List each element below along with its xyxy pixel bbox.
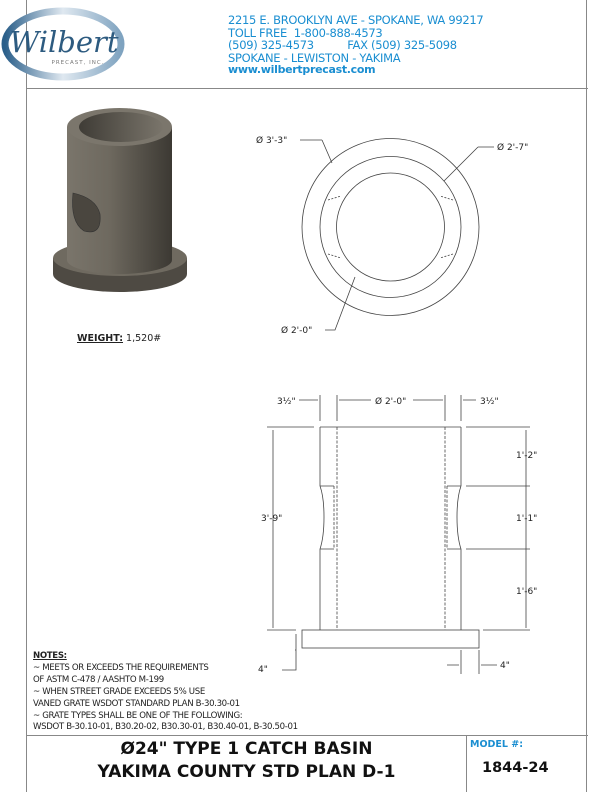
wall-thickness-left-label: 3½" [277, 397, 296, 407]
wall-thickness-right-label: 3½" [480, 397, 499, 407]
website-link[interactable]: www.wilbertprecast.com [228, 63, 376, 76]
locations: SPOKANE - LEWISTON - YAKIMA [228, 50, 401, 65]
weight-value: 1,520# [126, 333, 162, 344]
note-line: VANED GRATE WSDOT STANDARD PLAN B-30.30-01 [33, 698, 240, 709]
svg-text:PRECAST, INC.: PRECAST, INC. [51, 60, 105, 66]
opening-to-base-label: 1'-6" [516, 587, 538, 597]
toll-free-phone: TOLL FREE 1-800-888-4573 [228, 25, 383, 40]
overall-height-label: 3'-9" [261, 514, 283, 524]
side-section-view [267, 395, 530, 674]
drawing-title [26, 738, 467, 784]
company-contact-info [228, 14, 483, 77]
company-address: 2215 E. BROOKLYN AVE - SPOKANE, WA 99217 [228, 13, 484, 27]
weight-label: WEIGHT: [77, 333, 124, 344]
title-line-2: YAKIMA COUNTY STD PLAN D-1 [97, 762, 396, 782]
model-number: 1844-24 [482, 760, 549, 776]
weight-info [77, 333, 161, 344]
phone-fax: (509) 325-4573 FAX (509) 325-5098 [228, 38, 457, 52]
wilbert-logo [5, 11, 121, 77]
svg-text:Wilbert: Wilbert [9, 25, 119, 59]
middle-diameter-label: Ø 2'-7" [497, 143, 529, 153]
title-line-1: Ø24" TYPE 1 CATCH BASIN [120, 739, 373, 759]
model-label: MODEL #: [470, 739, 524, 750]
top-view [300, 139, 494, 331]
side-inner-diameter-label: Ø 2'-0" [375, 397, 407, 407]
note-line: OF ASTM C-478 / AASHTO M-199 [33, 674, 164, 685]
note-line: ~ MEETS OR EXCEEDS THE REQUIREMENTS [33, 662, 209, 673]
notes-title: NOTES: [33, 651, 67, 661]
notes-section [33, 651, 298, 734]
note-line: ~ GRATE TYPES SHALL BE ONE OF THE FOLLOWING: [33, 710, 243, 721]
isometric-catch-basin [53, 108, 187, 292]
base-thickness-label: 4" [258, 665, 268, 675]
opening-height-label: 1'-1" [516, 514, 538, 524]
note-line: ~ WHEN STREET GRADE EXCEEDS 5% USE [33, 686, 205, 697]
base-overhang-label: 4" [500, 661, 510, 671]
note-line: WSDOT B-30.10-01, B30.20-02, B30.30-01, B30.40-01, B-30.50-01 [33, 722, 298, 733]
outer-diameter-label: Ø 3'-3" [256, 136, 288, 146]
top-to-opening-label: 1'-2" [516, 451, 538, 461]
inner-diameter-label: Ø 2'-0" [281, 326, 313, 336]
